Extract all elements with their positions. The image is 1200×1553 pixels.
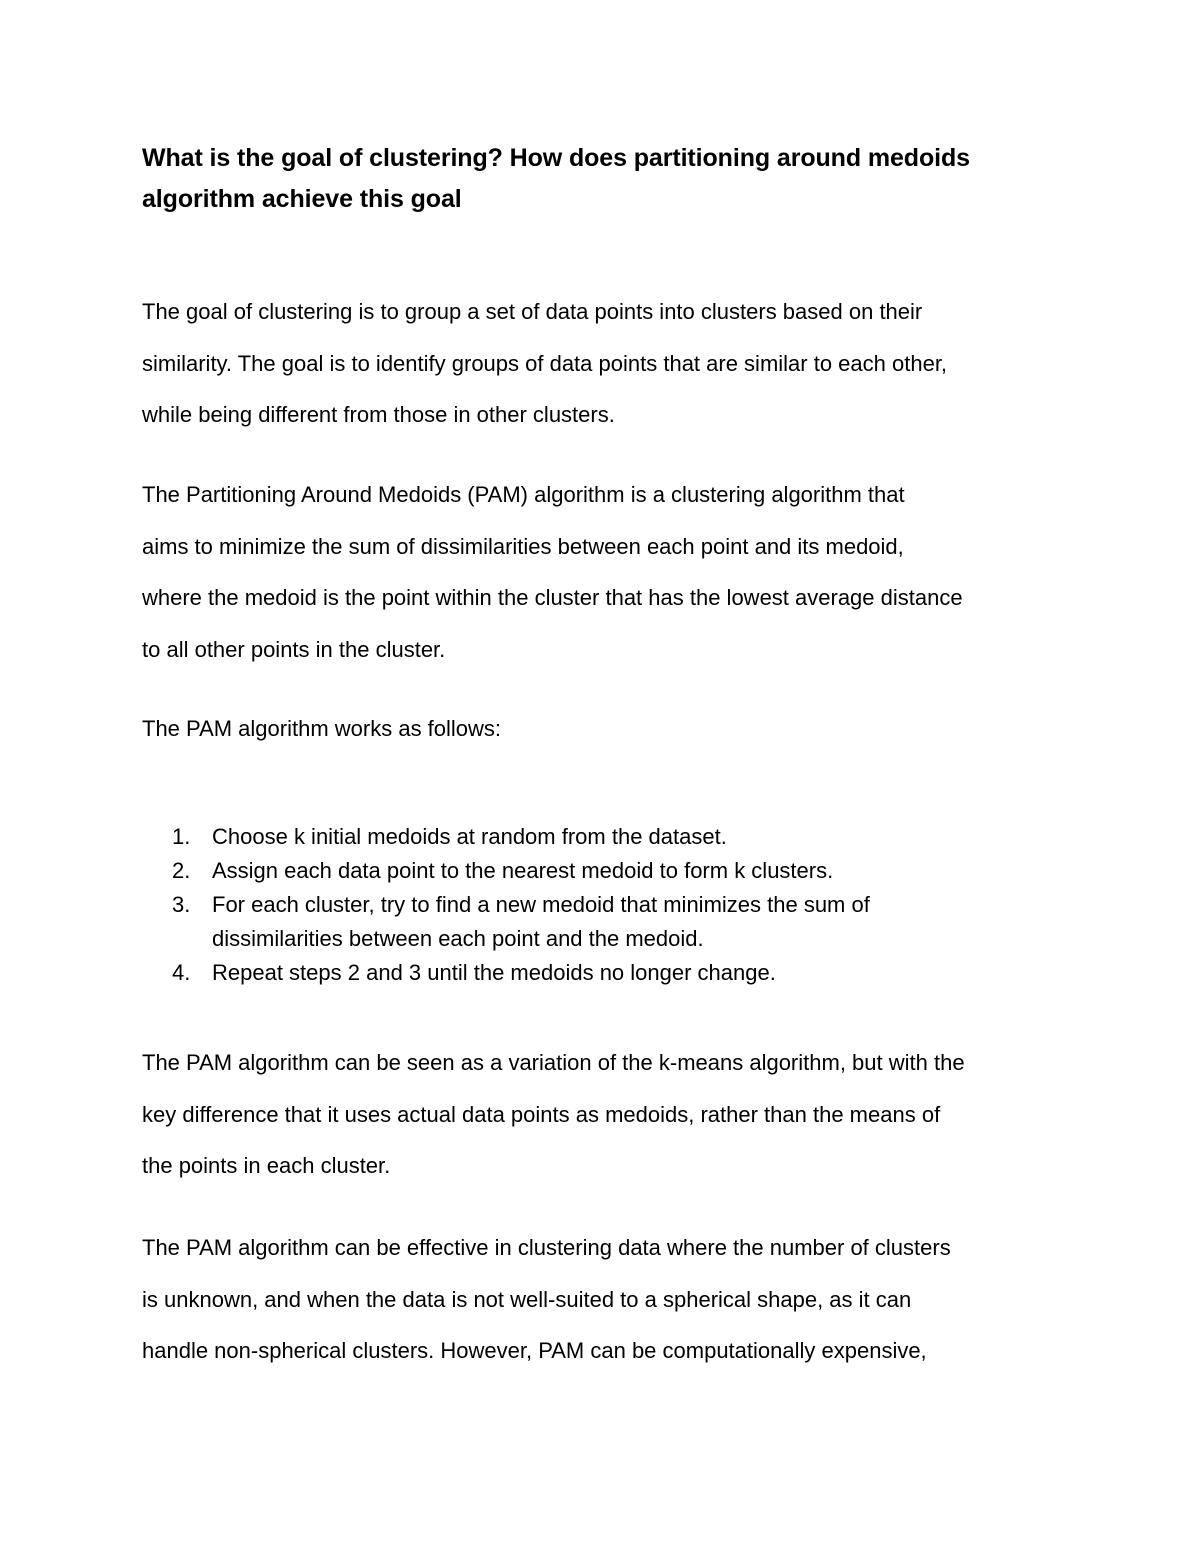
paragraph-pam-definition [142, 469, 1072, 675]
document-title [142, 138, 1062, 220]
list-item-number: 1. [172, 824, 191, 849]
paragraph-pam-effectiveness [142, 1222, 1057, 1377]
text-line: The goal of clustering is to group a set of data points into clusters based on their [142, 299, 923, 324]
text-line: The PAM algorithm can be effective in clustering data where the number of clusters [142, 1235, 951, 1260]
paragraph-pam-intro: The PAM algorithm works as follows: [142, 716, 502, 741]
list-item-number: 2. [172, 858, 191, 883]
pam-steps-list [142, 820, 1072, 990]
text-line: the points in each cluster. [142, 1153, 391, 1178]
list-item-text: Choose k initial medoids at random from the dataset. [212, 824, 727, 849]
list-item-text: Repeat steps 2 and 3 until the medoids no longer change. [212, 960, 776, 985]
title-line: What is the goal of clustering? How does partitioning around medoids [142, 144, 970, 172]
text-line: while being different from those in other clusters. [142, 402, 615, 427]
text-line: similarity. The goal is to identify groups of data points that are similar to each other, [142, 350, 948, 376]
list-item-text: Assign each data point to the nearest medoid to form k clusters. [212, 858, 834, 883]
paragraph-pam-vs-kmeans [142, 1037, 1067, 1192]
text-line: handle non-spherical clusters. However, PAM can be computationally expensive, [142, 1338, 927, 1363]
list-item-number: 3. [172, 892, 191, 917]
text-line: key difference that it uses actual data points as medoids, rather than the means of [142, 1101, 941, 1127]
title-line: algorithm achieve this goal [142, 185, 462, 213]
list-item-text: dissimilarities between each point and the medoid. [212, 926, 704, 951]
text-line: is unknown, and when the data is not well-suited to a spherical shape, as it can [142, 1286, 912, 1312]
list-item-number: 4. [172, 960, 191, 985]
list-item-text: For each cluster, try to find a new medoid that minimizes the sum of [212, 892, 870, 917]
list-item [142, 888, 1072, 956]
text-line: where the medoid is the point within the cluster that has the lowest average distance [142, 585, 963, 610]
list-item [142, 854, 1072, 888]
text-line: The Partitioning Around Medoids (PAM) algorithm is a clustering algorithm that [142, 482, 905, 507]
list-item [142, 820, 1072, 854]
list-item [142, 956, 1072, 990]
text-line: to all other points in the cluster. [142, 636, 446, 662]
paragraph-clustering-goal [142, 286, 1052, 441]
text-line: The PAM algorithm can be seen as a variation of the k-means algorithm, but with the [142, 1050, 965, 1075]
text-line: aims to minimize the sum of dissimilarities between each point and its medoid, [142, 533, 904, 559]
